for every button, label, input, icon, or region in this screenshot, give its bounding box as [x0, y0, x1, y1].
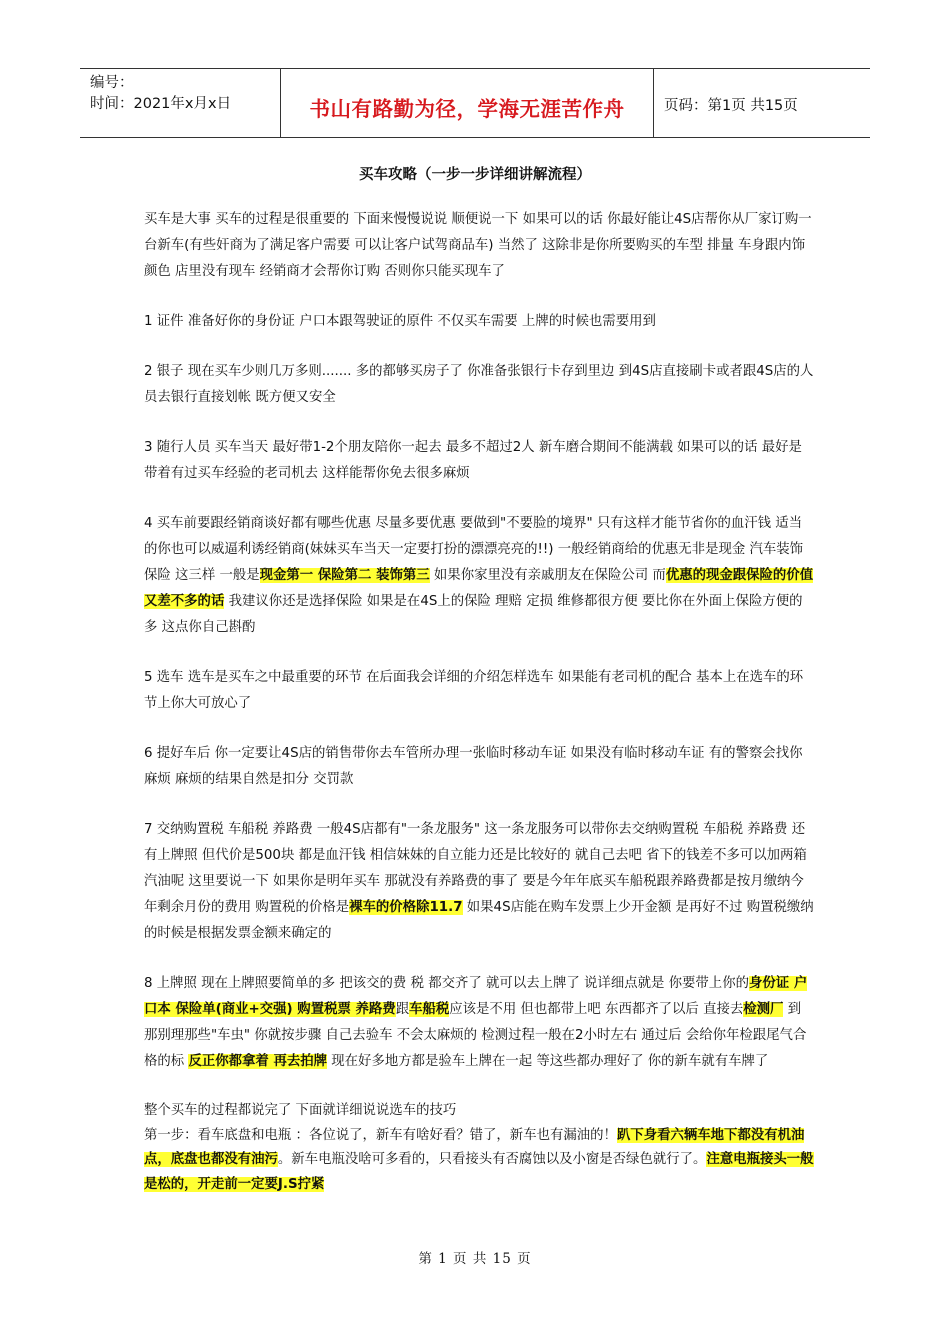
- step1-highlight-1: 趴下身看六辆车地下都没有机油点，底盘也都没有油污: [144, 1127, 805, 1167]
- p8-highlight-4: 反正你都拿着 再去拍牌: [188, 1054, 328, 1069]
- p7-text-1: 7 交纳购置税 车船税 养路费 一般4S店都有"一条龙服务" 这一条龙服务可以带你去交纳购置税 车船税 养路费 还有上牌照 但代价是500块 都是血汗钱 相信妹妹的自立能力还是比较好的 就自己去吧 省下的钱差不多可以加两箱汽油呢 这里要说一下 如果你是明年买车 那就没有养路费的事了 要是今年年底买车船税跟养路费都是按月缴纳今年剩余月份的费用 购置税的价格是: [144, 822, 807, 915]
- page-footer: 第 1 页 共 15 页: [418, 1251, 532, 1267]
- paragraph-4-discounts: [144, 511, 814, 641]
- paragraph-6-temp-permit: 6 提好车后 你一定要让4S店的销售带你去车管所办理一张临时移动车证 如果没有临时移动车证 有的警察会找你麻烦 麻烦的结果自然是扣分 交罚款: [144, 746, 803, 787]
- header-page-info: 页码：第1页 共15页: [664, 98, 798, 114]
- header-center-cell: [280, 69, 654, 137]
- p7-highlight-1: 裸车的价格除11.7: [349, 900, 463, 915]
- selection-tips-section: [144, 1099, 814, 1197]
- document-title: 买车攻略（一步一步详细讲解流程）: [359, 167, 591, 183]
- document-body: [144, 207, 814, 1197]
- paragraph-2-money: 2 银子 现在买车少则几万多则....... 多的都够买房子了 你准备张银行卡存到里边 到4S店直接刷卡或者跟4S店的人员去银行直接划帐 既方便又安全: [144, 364, 814, 405]
- document-number-label: 编号：: [90, 75, 134, 91]
- p4-text-3: 我建议你还是选择保险 如果是在4S上的保险 理赔 定损 维修都很方便 要比你在外面上保险方便的多 这点你自己斟酌: [144, 594, 803, 635]
- paragraph-7-taxes: [144, 817, 814, 947]
- step1-text-2: 。新车电瓶没啥可多看的，只看接头有否腐蚀以及小窗是否绿色就行了。: [277, 1152, 707, 1167]
- header-motto: 书山有路勤为径，学海无涯苦作舟: [309, 97, 625, 121]
- paragraph-8-license-plate: [144, 971, 814, 1075]
- p8-highlight-2: 车船税: [409, 1002, 450, 1017]
- step1-text-1: 第一步：看车底盘和电瓶 ：各位说了，新车有啥好看？错了，新车也有漏油的！: [144, 1127, 617, 1143]
- p8-text-3: 应该是不用 但也都带上吧 东西都齐了以后 直接去: [449, 1002, 744, 1017]
- intro-paragraph: 买车是大事 买车的过程是很重要的 下面来慢慢说说 顺便说一下 如果可以的话 你最好能让4S店帮你从厂家订购一台新车(有些奸商为了满足客户需要 可以让客户试驾商品车) 当然了 这除非是你所要购买的车型 排量 车身跟内饰颜色 店里没有现车 经销商才会帮你订购 否则你只能买现车了: [144, 212, 812, 279]
- paragraph-1-documents: 1 证件 准备好你的身份证 户口本跟驾驶证的原件 不仅买车需要 上牌的时候也需要用到: [144, 314, 656, 329]
- summary-line: 整个买车的过程都说完了 下面就详细说说选车的技巧: [144, 1103, 457, 1118]
- p8-text-4: 到那别理那些"车虫" 你就按步骤 自己去验车 不会太麻烦的 检测过程一般在2小时左右 通过后 会给你年检跟尾气合格的标: [144, 1002, 807, 1069]
- paragraph-3-companions: 3 随行人员 买车当天 最好带1-2个朋友陪你一起去 最多不超过2人 新车磨合期间不能满载 如果可以的话 最好是带着有过买车经验的老司机去 这样能帮你免去很多麻烦: [144, 440, 802, 481]
- step-1-paragraph: [144, 1124, 814, 1198]
- document-time-label: 时间：2021年x月x日: [90, 96, 232, 112]
- p4-highlight-1: 现金第一 保险第二 装饰第三: [259, 568, 430, 583]
- p4-text-1: 4 买车前要跟经销商谈好都有哪些优惠 尽量多要优惠 要做到"不要脸的境界" 只有这样才能节省你的血汗钱 适当的你也可以威逼利诱经销商(妹妹买车当天一定要打扮的漂漂亮亮的!!) 一般经销商给的优惠无非是现金 汽车装饰 保险 这三样 一般是: [144, 516, 804, 583]
- header-right-cell: [654, 69, 870, 137]
- p8-text-2: 跟: [395, 1002, 410, 1017]
- p8-highlight-3: 检测厂: [743, 1002, 784, 1017]
- p4-highlight-2: 优惠的现金跟保险的价值又差不多的话: [144, 568, 814, 609]
- paragraph-5-choose-car: 5 选车 选车是买车之中最重要的环节 在后面我会详细的介绍怎样选车 如果能有老司机的配合 基本上在选车的环节上你大可放心了: [144, 670, 804, 711]
- p8-highlight-1: 身份证 户口本 保险单(商业+交强) 购置税票 养路费: [144, 976, 808, 1017]
- p8-text-5: 现在好多地方都是验车上牌在一起 等这些都办理好了 你的新车就有车牌了: [327, 1054, 769, 1069]
- header-left-cell: [80, 69, 279, 137]
- p7-text-2: 如果4S店能在购车发票上少开金额 是再好不过 购置税缴纳的时候是根据发票金额来确定的: [144, 900, 814, 941]
- document-header: [80, 68, 870, 138]
- p8-text-1: 8 上牌照 现在上牌照要简单的多 把该交的费 税 都交齐了 就可以去上牌了 说详细点就是 你要带上你的: [144, 976, 749, 991]
- p4-text-2: 如果你家里没有亲戚朋友在保险公司 而: [429, 568, 666, 583]
- step1-highlight-2: 注意电瓶接头一般是松的，开走前一定要J.S拧紧: [144, 1152, 814, 1192]
